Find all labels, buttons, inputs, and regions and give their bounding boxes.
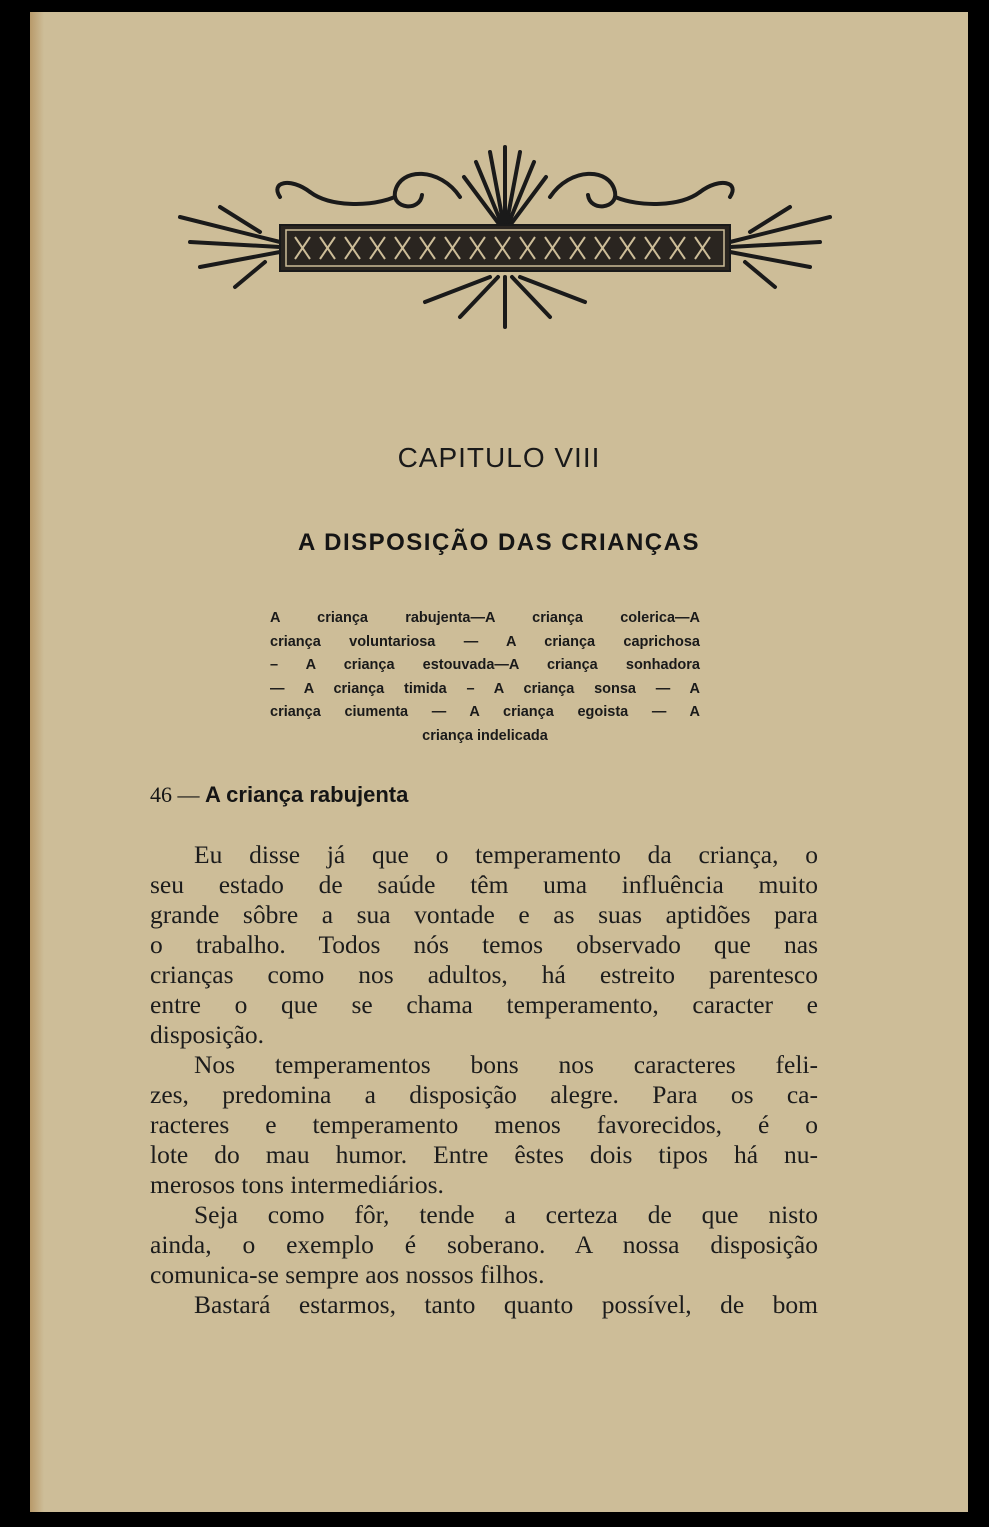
paragraph-line: Seja como fôr, tende a certeza de que nisto [194, 1200, 818, 1229]
paragraph-line: lote do mau humor. Entre êstes dois tipos há nu- [150, 1140, 818, 1169]
chapter-title: A DISPOSIÇÃO DAS CRIANÇAS [298, 529, 700, 556]
body-text [150, 840, 818, 1320]
paragraph-line: seu estado de saúde têm uma influência muito [150, 870, 818, 899]
paragraph-line: racteres e temperamento menos favorecidos, é o [150, 1110, 818, 1139]
section-heading [150, 782, 408, 808]
summary-line: — A criança timida – A criança sonsa — A [270, 680, 700, 697]
paragraph-line: Bastará estarmos, tanto quanto possível, de bom [194, 1290, 818, 1319]
page-spine-edge [30, 12, 44, 1512]
paragraph-line: grande sôbre a sua vontade e as suas aptidões para [150, 900, 818, 929]
chapter-summary [270, 607, 700, 748]
paragraph-line: zes, predomina a disposição alegre. Para os ca- [150, 1080, 818, 1109]
summary-line: criança voluntariosa — A criança caprichosa [270, 633, 700, 650]
decorative-headpiece-ornament [160, 137, 850, 332]
summary-line: criança ciumenta — A criança egoista — A [270, 704, 700, 720]
book-page [30, 12, 968, 1512]
paragraph-line: crianças como nos adultos, há estreito parentesco [150, 960, 818, 989]
paragraph-line: o trabalho. Todos nós temos observado que nas [150, 930, 818, 959]
paragraph-line: ainda, o exemplo é soberano. A nossa disposição [150, 1230, 818, 1259]
paragraph-line: entre o que se chama temperamento, caracter e [150, 990, 818, 1019]
summary-line: criança indelicada [422, 727, 548, 744]
paragraph-line: comunica-se sempre aos nossos filhos. [150, 1260, 545, 1289]
summary-line: – A criança estouvada—A criança sonhadora [270, 657, 700, 673]
paragraph-line: disposição. [150, 1020, 265, 1049]
section-number: 46 — [150, 782, 200, 807]
section-title: A criança rabujenta [205, 782, 409, 807]
chapter-label: CAPITULO VIII [397, 442, 601, 473]
paragraph-line: merosos tons intermediários. [150, 1170, 444, 1199]
paragraph-line: Nos temperamentos bons nos caracteres feli- [194, 1050, 818, 1079]
paragraph-line: Eu disse já que o temperamento da criança, o [194, 840, 818, 869]
summary-line: A criança rabujenta—A criança colerica—A [270, 610, 700, 626]
